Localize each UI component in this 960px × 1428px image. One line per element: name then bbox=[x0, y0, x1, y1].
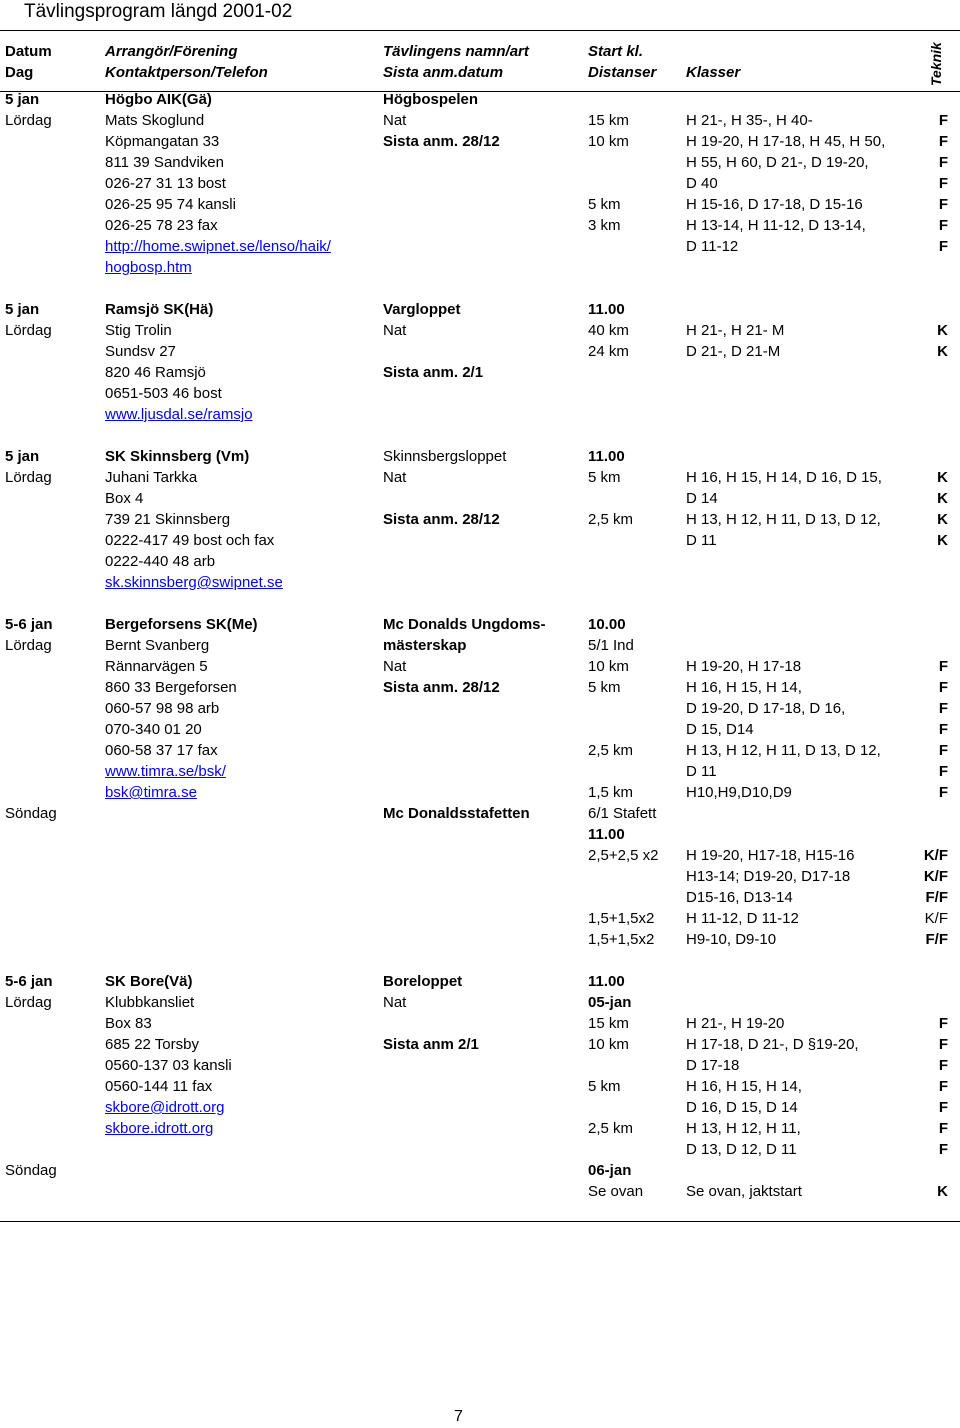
technique-cell: F bbox=[938, 1057, 948, 1074]
classes-cell: H 13, H 12, H 11, bbox=[686, 1120, 801, 1137]
race-cell: Sista anm. 28/12 bbox=[383, 133, 500, 150]
start-distance-cell: 1,5+1,5x2 bbox=[588, 931, 655, 948]
start-distance-cell: 2,5 km bbox=[588, 511, 634, 528]
organizer-cell: 070-340 01 20 bbox=[105, 721, 202, 738]
table-row bbox=[0, 1118, 960, 1139]
classes-cell: H10,H9,D10,D9 bbox=[686, 784, 792, 801]
table-row bbox=[0, 761, 960, 782]
organizer-cell: 0560-137 03 kansli bbox=[105, 1057, 232, 1074]
classes-cell: D 16, D 15, D 14 bbox=[686, 1099, 798, 1116]
header-teknik: Teknik bbox=[928, 42, 944, 86]
organizer-cell: 0222-417 49 bost och fax bbox=[105, 532, 275, 549]
start-distance-cell: 15 km bbox=[588, 112, 629, 129]
organizer-cell: 820 46 Ramsjö bbox=[105, 364, 206, 381]
classes-cell: D 14 bbox=[686, 490, 718, 507]
organizer-cell[interactable]: www.timra.se/bsk/ bbox=[105, 763, 226, 780]
race-cell: Högbospelen bbox=[383, 91, 479, 108]
table-row bbox=[0, 635, 960, 656]
start-distance-cell: 10 km bbox=[588, 1036, 629, 1053]
classes-cell: H 13-14, H 11-12, D 13-14, bbox=[686, 217, 866, 234]
start-distance-cell: 40 km bbox=[588, 322, 629, 339]
organizer-cell: Ramsjö SK(Hä) bbox=[105, 301, 214, 318]
technique-cell: F bbox=[938, 742, 948, 759]
header-start: Start kl. bbox=[588, 43, 644, 60]
organizer-cell: Mats Skoglund bbox=[105, 112, 205, 129]
organizer-cell: Stig Trolin bbox=[105, 322, 172, 339]
technique-cell: F bbox=[938, 112, 948, 129]
day-cell: Lördag bbox=[5, 994, 52, 1011]
organizer-cell: Bernt Svanberg bbox=[105, 637, 210, 654]
technique-cell: F bbox=[938, 721, 948, 738]
classes-cell: H 55, H 60, D 21-, D 19-20, bbox=[686, 154, 869, 171]
organizer-cell: 026-25 78 23 fax bbox=[105, 217, 218, 234]
table-row bbox=[0, 1181, 960, 1202]
start-distance-cell: 5 km bbox=[588, 1078, 621, 1095]
day-cell: Lördag bbox=[5, 637, 52, 654]
table-row bbox=[0, 824, 960, 845]
table-row bbox=[0, 677, 960, 698]
classes-cell: H 13, H 12, H 11, D 13, D 12, bbox=[686, 511, 881, 528]
table-row bbox=[0, 656, 960, 677]
technique-cell: K/F bbox=[923, 847, 948, 864]
classes-cell: D 11 bbox=[686, 763, 717, 780]
day-cell: Lördag bbox=[5, 112, 52, 129]
table-row bbox=[0, 1034, 960, 1055]
start-distance-cell: 2,5 km bbox=[588, 742, 634, 759]
technique-cell: K bbox=[937, 532, 948, 549]
header-klasser: Klasser bbox=[686, 64, 741, 81]
technique-cell: F bbox=[938, 196, 948, 213]
table-row bbox=[0, 1160, 960, 1181]
table-row bbox=[0, 194, 960, 215]
organizer-cell: Sundsv 27 bbox=[105, 343, 176, 360]
table-row bbox=[0, 467, 960, 488]
organizer-cell: Box 4 bbox=[105, 490, 144, 507]
technique-cell: K bbox=[937, 469, 948, 486]
race-cell: Nat bbox=[383, 322, 407, 339]
organizer-cell: Juhani Tarkka bbox=[105, 469, 198, 486]
start-distance-cell: Se ovan bbox=[588, 1183, 644, 1200]
start-distance-cell: 2,5+2,5 x2 bbox=[588, 847, 659, 864]
organizer-cell: 0560-144 11 fax bbox=[105, 1078, 213, 1095]
classes-cell: D 13, D 12, D 11 bbox=[686, 1141, 797, 1158]
race-cell: Sista anm. 28/12 bbox=[383, 679, 500, 696]
start-distance-cell: 11.00 bbox=[588, 448, 625, 465]
technique-cell: K bbox=[937, 322, 948, 339]
table-row bbox=[0, 257, 960, 278]
table-row bbox=[0, 845, 960, 866]
organizer-cell[interactable]: sk.skinnsberg@swipnet.se bbox=[105, 574, 283, 591]
organizer-cell[interactable]: hogbosp.htm bbox=[105, 259, 192, 276]
table-row bbox=[0, 1055, 960, 1076]
race-cell: Mc Donalds Ungdoms- bbox=[383, 616, 546, 633]
classes-cell: H 21-, H 35-, H 40- bbox=[686, 112, 813, 129]
race-cell: Sista anm. 2/1 bbox=[383, 364, 484, 381]
technique-cell: F bbox=[938, 175, 948, 192]
table-row bbox=[0, 929, 960, 950]
classes-cell: Se ovan, jaktstart bbox=[686, 1183, 802, 1200]
start-distance-cell: 10.00 bbox=[588, 616, 626, 633]
day-cell: 5 jan bbox=[5, 448, 40, 465]
table-row bbox=[0, 89, 960, 110]
table-header bbox=[0, 30, 960, 92]
day-cell: 5-6 jan bbox=[5, 616, 53, 633]
organizer-cell: Köpmangatan 33 bbox=[105, 133, 220, 150]
technique-cell: F bbox=[938, 133, 948, 150]
start-distance-cell: 1,5+1,5x2 bbox=[588, 910, 655, 927]
organizer-cell[interactable]: bsk@timra.se bbox=[105, 784, 197, 801]
classes-cell: H 19-20, H17-18, H15-16 bbox=[686, 847, 855, 864]
start-distance-cell: 3 km bbox=[588, 217, 621, 234]
technique-cell: F bbox=[938, 1141, 948, 1158]
table-row bbox=[0, 509, 960, 530]
table-row bbox=[0, 404, 960, 425]
start-distance-cell: 1,5 km bbox=[588, 784, 634, 801]
header-tavling: Tävlingens namn/art bbox=[383, 43, 529, 60]
technique-cell: F bbox=[938, 658, 948, 675]
page-number: 7 bbox=[454, 1408, 463, 1425]
technique-cell: F bbox=[938, 1036, 948, 1053]
start-distance-cell: 05-jan bbox=[588, 994, 632, 1011]
day-cell: 5 jan bbox=[5, 301, 40, 318]
table-row bbox=[0, 572, 960, 593]
technique-cell: F bbox=[938, 238, 948, 255]
technique-cell: K bbox=[937, 1183, 948, 1200]
race-cell: Skinnsbergsloppet bbox=[383, 448, 507, 465]
organizer-cell: 739 21 Skinnsberg bbox=[105, 511, 231, 528]
classes-cell: D 11 bbox=[686, 532, 717, 549]
organizer-cell: 060-57 98 98 arb bbox=[105, 700, 220, 717]
start-distance-cell: 10 km bbox=[588, 133, 629, 150]
table-row bbox=[0, 488, 960, 509]
start-distance-cell: 5 km bbox=[588, 196, 621, 213]
classes-cell: D 17-18 bbox=[686, 1057, 740, 1074]
classes-cell: H 21-, H 21- M bbox=[686, 322, 785, 339]
technique-cell: F bbox=[938, 1099, 948, 1116]
table-row bbox=[0, 362, 960, 383]
day-cell: 5-6 jan bbox=[5, 973, 53, 990]
classes-cell: D 11-12 bbox=[686, 238, 739, 255]
start-distance-cell: 2,5 km bbox=[588, 1120, 634, 1137]
race-cell: Nat bbox=[383, 112, 407, 129]
day-cell: Söndag bbox=[5, 805, 57, 822]
race-cell: Nat bbox=[383, 994, 407, 1011]
table-row bbox=[0, 782, 960, 803]
technique-cell: F bbox=[938, 154, 948, 171]
organizer-cell: Rännarvägen 5 bbox=[105, 658, 208, 675]
technique-cell: F/F bbox=[925, 889, 948, 906]
classes-cell: D 15, D14 bbox=[686, 721, 754, 738]
table-row bbox=[0, 110, 960, 131]
table-row bbox=[0, 1139, 960, 1160]
organizer-cell: Klubbkansliet bbox=[105, 994, 195, 1011]
start-distance-cell: 11.00 bbox=[588, 973, 625, 990]
organizer-cell: SK Skinnsberg (Vm) bbox=[105, 448, 250, 465]
race-cell: Boreloppet bbox=[383, 973, 463, 990]
classes-cell: D 40 bbox=[686, 175, 718, 192]
classes-cell: D 19-20, D 17-18, D 16, bbox=[686, 700, 846, 717]
technique-cell: K bbox=[937, 343, 948, 360]
technique-cell: F bbox=[938, 1078, 948, 1095]
organizer-cell: 811 39 Sandviken bbox=[105, 154, 224, 171]
organizer-cell: 060-58 37 17 fax bbox=[105, 742, 218, 759]
day-cell: 5 jan bbox=[5, 91, 40, 108]
table-row bbox=[0, 740, 960, 761]
race-cell: Nat bbox=[383, 469, 407, 486]
organizer-cell: SK Bore(Vä) bbox=[105, 973, 193, 990]
table-row bbox=[0, 614, 960, 635]
start-distance-cell: 5/1 Ind bbox=[588, 637, 634, 654]
classes-cell: H 19-20, H 17-18, H 45, H 50, bbox=[686, 133, 886, 150]
table-bottom-rule bbox=[0, 1221, 960, 1222]
table-row bbox=[0, 383, 960, 404]
technique-cell: K/F bbox=[923, 868, 948, 885]
document-title: Tävlingsprogram längd 2001-02 bbox=[24, 1, 293, 22]
table-row bbox=[0, 530, 960, 551]
organizer-cell: 860 33 Bergeforsen bbox=[105, 679, 237, 696]
table-row bbox=[0, 908, 960, 929]
table-row bbox=[0, 1097, 960, 1118]
table-row bbox=[0, 992, 960, 1013]
table-row bbox=[0, 1013, 960, 1034]
header-sista: Sista anm.datum bbox=[383, 64, 504, 81]
start-distance-cell: 11.00 bbox=[588, 301, 625, 318]
start-distance-cell: 24 km bbox=[588, 343, 629, 360]
race-cell: mästerskap bbox=[383, 637, 467, 654]
technique-cell: F bbox=[938, 679, 948, 696]
table-row bbox=[0, 1076, 960, 1097]
classes-cell: D 21-, D 21-M bbox=[686, 343, 781, 360]
classes-cell: H 11-12, D 11-12 bbox=[686, 910, 799, 927]
header-arrangor: Arrangör/Förening bbox=[105, 43, 238, 60]
organizer-cell[interactable]: skbore@idrott.org bbox=[105, 1099, 225, 1116]
race-cell: Vargloppet bbox=[383, 301, 461, 318]
organizer-cell: 0222-440 48 arb bbox=[105, 553, 216, 570]
technique-cell: F bbox=[938, 784, 948, 801]
start-distance-cell: 15 km bbox=[588, 1015, 629, 1032]
table-row bbox=[0, 551, 960, 572]
start-distance-cell: 5 km bbox=[588, 469, 621, 486]
table-row bbox=[0, 131, 960, 152]
table-row bbox=[0, 971, 960, 992]
organizer-cell: 026-27 31 13 bost bbox=[105, 175, 226, 192]
technique-cell: F bbox=[938, 763, 948, 780]
day-cell: Lördag bbox=[5, 322, 52, 339]
day-cell: Lördag bbox=[5, 469, 52, 486]
start-distance-cell: 5 km bbox=[588, 679, 621, 696]
technique-cell: K bbox=[937, 511, 948, 528]
table-row bbox=[0, 698, 960, 719]
organizer-cell: Bergeforsens SK(Me) bbox=[105, 616, 258, 633]
table-row bbox=[0, 866, 960, 887]
race-cell: Mc Donaldsstafetten bbox=[383, 805, 530, 822]
table-row bbox=[0, 299, 960, 320]
table-row bbox=[0, 887, 960, 908]
technique-cell: F bbox=[938, 700, 948, 717]
header-distanser: Distanser bbox=[588, 64, 657, 81]
table-row bbox=[0, 152, 960, 173]
classes-cell: H9-10, D9-10 bbox=[686, 931, 777, 948]
table-row bbox=[0, 215, 960, 236]
organizer-cell: 0651-503 46 bost bbox=[105, 385, 222, 402]
table-row bbox=[0, 719, 960, 740]
technique-cell: F bbox=[938, 1120, 948, 1137]
day-cell: Söndag bbox=[5, 1162, 57, 1179]
technique-cell: F/F bbox=[925, 931, 948, 948]
organizer-cell[interactable]: www.ljusdal.se/ramsjo bbox=[105, 406, 253, 423]
start-distance-cell: 06-jan bbox=[588, 1162, 632, 1179]
header-kontakt: Kontaktperson/Telefon bbox=[105, 64, 268, 81]
technique-cell: K/F bbox=[924, 910, 948, 927]
header-datum: Datum bbox=[5, 43, 52, 60]
table-row bbox=[0, 173, 960, 194]
table-row bbox=[0, 446, 960, 467]
organizer-cell: 685 22 Torsby bbox=[105, 1036, 199, 1053]
technique-cell: F bbox=[938, 217, 948, 234]
table-row bbox=[0, 236, 960, 257]
classes-cell: H 16, H 15, H 14, bbox=[686, 1078, 802, 1095]
organizer-cell: Högbo AIK(Gä) bbox=[105, 91, 212, 108]
start-distance-cell: 6/1 Stafett bbox=[588, 805, 657, 822]
classes-cell: H 13, H 12, H 11, D 13, D 12, bbox=[686, 742, 881, 759]
classes-cell: H 16, H 15, H 14, D 16, D 15, bbox=[686, 469, 882, 486]
classes-cell: H 19-20, H 17-18 bbox=[686, 658, 802, 675]
table-row bbox=[0, 320, 960, 341]
technique-cell: F bbox=[938, 1015, 948, 1032]
race-cell: Sista anm. 28/12 bbox=[383, 511, 500, 528]
organizer-cell: 026-25 95 74 kansli bbox=[105, 196, 236, 213]
organizer-cell: Box 83 bbox=[105, 1015, 152, 1032]
classes-cell: H 21-, H 19-20 bbox=[686, 1015, 785, 1032]
race-cell: Sista anm 2/1 bbox=[383, 1036, 479, 1053]
classes-cell: H 17-18, D 21-, D §19-20, bbox=[686, 1036, 859, 1053]
classes-cell: H13-14; D19-20, D17-18 bbox=[686, 868, 851, 885]
race-cell: Nat bbox=[383, 658, 407, 675]
start-distance-cell: 10 km bbox=[588, 658, 629, 675]
classes-cell: D15-16, D13-14 bbox=[686, 889, 793, 906]
table-row bbox=[0, 341, 960, 362]
organizer-cell[interactable]: http://home.swipnet.se/lenso/haik/ bbox=[105, 238, 331, 255]
organizer-cell[interactable]: skbore.idrott.org bbox=[105, 1120, 214, 1137]
classes-cell: H 16, H 15, H 14, bbox=[686, 679, 802, 696]
classes-cell: H 15-16, D 17-18, D 15-16 bbox=[686, 196, 863, 213]
header-dag: Dag bbox=[5, 64, 34, 81]
table-row bbox=[0, 803, 960, 824]
technique-cell: K bbox=[937, 490, 948, 507]
start-distance-cell: 11.00 bbox=[588, 826, 625, 843]
